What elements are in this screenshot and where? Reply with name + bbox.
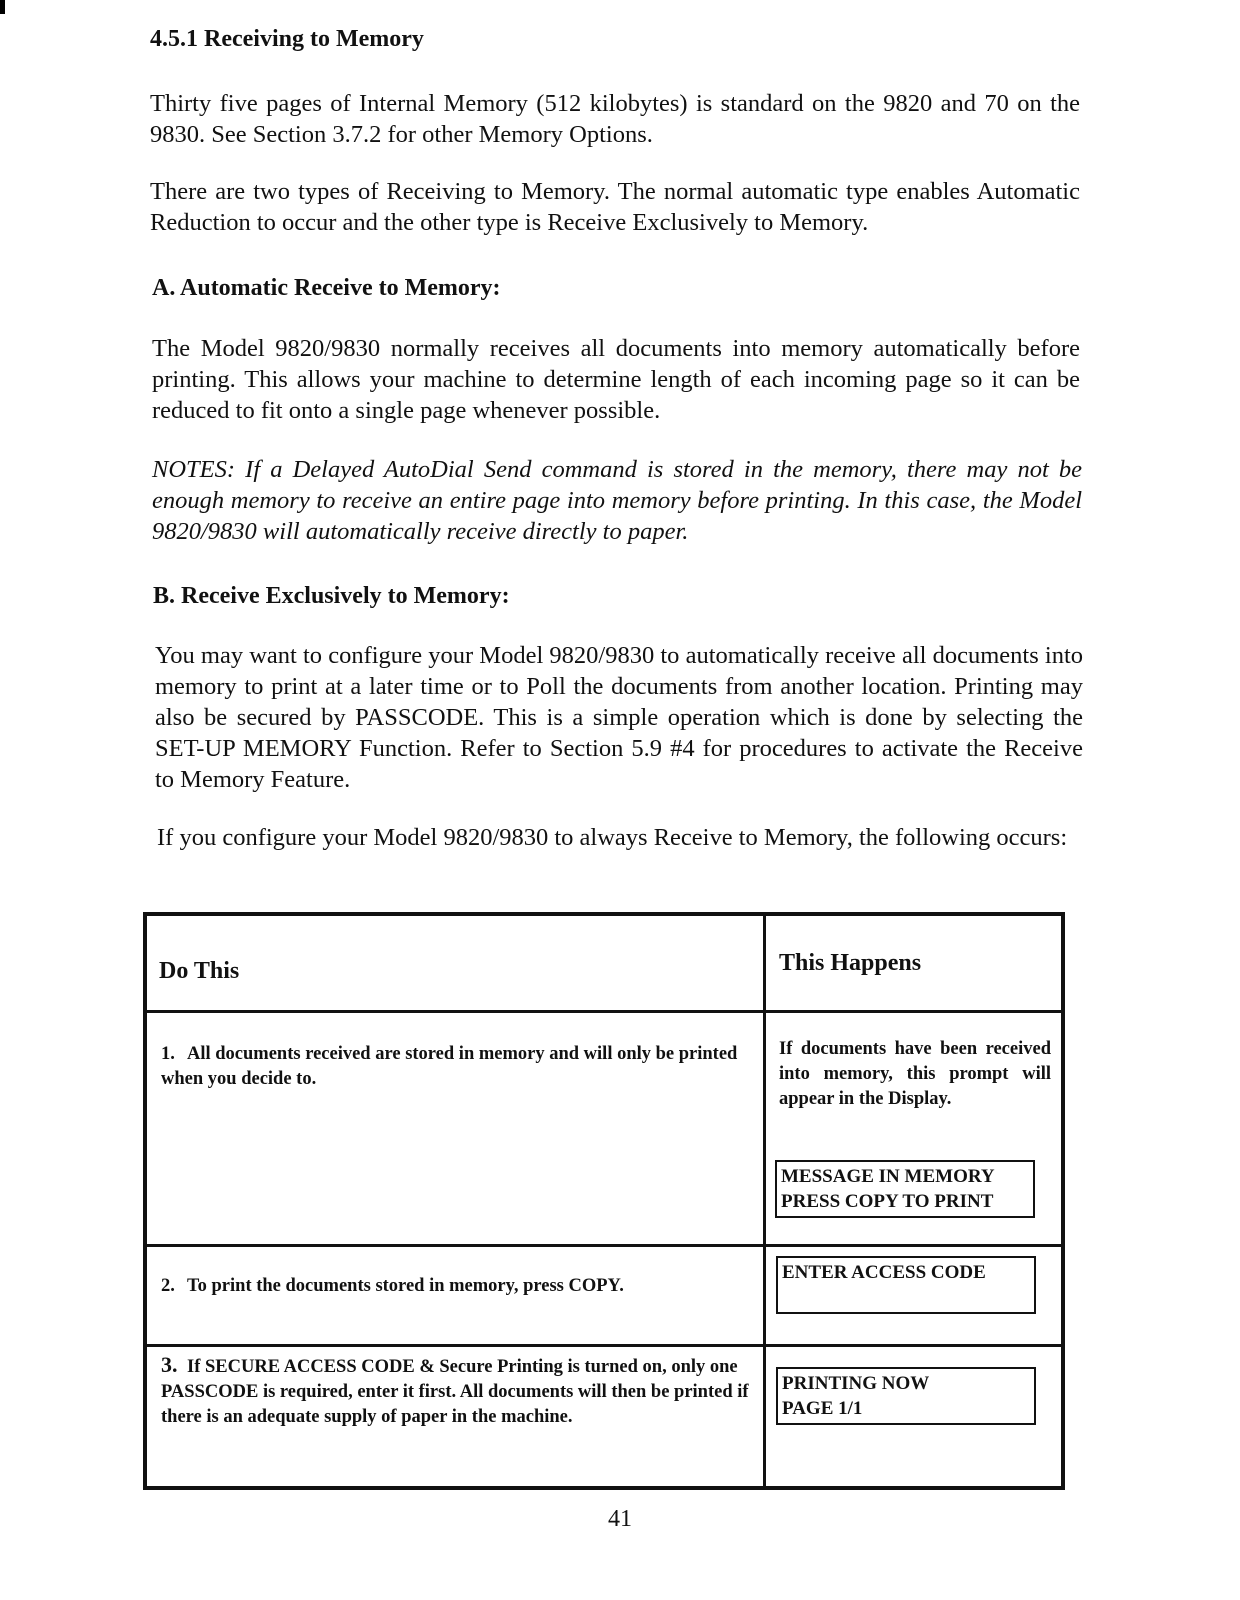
step-action: All documents received are stored in memory and will only be printed when you decide to. bbox=[161, 1044, 738, 1089]
table-row bbox=[161, 1274, 751, 1299]
procedure-table bbox=[143, 912, 1065, 1490]
subheading-receive-exclusively: B. Receive Exclusively to Memory: bbox=[153, 583, 510, 609]
step-number: 1. bbox=[161, 1044, 175, 1064]
step-action: If SECURE ACCESS CODE & Secure Printing is turned on, only one PASSCODE is required, enter it first. All documents will then be printed if there is an adequate supply of paper in the machine. bbox=[161, 1357, 749, 1427]
display-prompt: ENTER ACCESS CODE bbox=[776, 1256, 1036, 1314]
paragraph-receive-types: There are two types of Receiving to Memory. The normal automatic type enables Automatic Reduction to occur and the other type is Receive Exclusively to Memory. bbox=[150, 178, 1080, 236]
paragraph-automatic-receive: The Model 9820/9830 normally receives all documents into memory automatically before printing. This allows your machine to determine length of each incoming page so it can be reduced to fit onto a single page whenever possible. bbox=[152, 335, 1080, 424]
table-row-divider bbox=[147, 1244, 1061, 1247]
display-prompt: MESSAGE IN MEMORY PRESS COPY TO PRINT bbox=[775, 1160, 1035, 1218]
notes-paragraph: NOTES: If a Delayed AutoDial Send command is stored in the memory, there may not be enough memory to receive an entire page into memory before printing. In this case, the Model 9820/9830 will automatically receive directly to paper. bbox=[152, 456, 1082, 545]
table-header-divider bbox=[147, 1010, 1061, 1013]
page-number: 41 bbox=[608, 1506, 632, 1532]
display-prompt: PRINTING NOW PAGE 1/1 bbox=[776, 1367, 1036, 1425]
paragraph-configure-always: If you configure your Model 9820/9830 to always Receive to Memory, the following occurs: bbox=[157, 824, 1068, 851]
paragraph-receive-exclusively: You may want to configure your Model 9820/9830 to automatically receive all documents into memory to print at a later time or to Poll the documents from another location. Printing may also be secured by PASSCODE. This is a simple operation which is done by selecting the SET-UP MEMORY Function. Refer to Section 5.9 #4 for procedures to activate the Receive to Memory Feature. bbox=[155, 642, 1083, 793]
table-column-divider bbox=[763, 916, 766, 1486]
section-title: 4.5.1 Receiving to Memory bbox=[150, 26, 424, 52]
step-number: 2. bbox=[161, 1276, 175, 1296]
table-row bbox=[161, 1042, 751, 1092]
step-action: To print the documents stored in memory, press COPY. bbox=[187, 1276, 624, 1296]
step-result: If documents have been received into memory, this prompt will appear in the Display. bbox=[779, 1039, 1051, 1109]
column-header-do-this: Do This bbox=[159, 958, 240, 984]
paragraph-memory-capacity: Thirty five pages of Internal Memory (512 kilobytes) is standard on the 9820 and 70 on the 9830. See Section 3.7.2 for other Memory Options. bbox=[150, 90, 1080, 148]
scan-edge-mark bbox=[0, 0, 5, 14]
table-row bbox=[161, 1352, 751, 1430]
table-row-divider bbox=[147, 1344, 1061, 1347]
column-header-this-happens: This Happens bbox=[779, 950, 922, 976]
subheading-automatic-receive: A. Automatic Receive to Memory: bbox=[152, 275, 501, 301]
step-number: 3. bbox=[161, 1352, 178, 1377]
